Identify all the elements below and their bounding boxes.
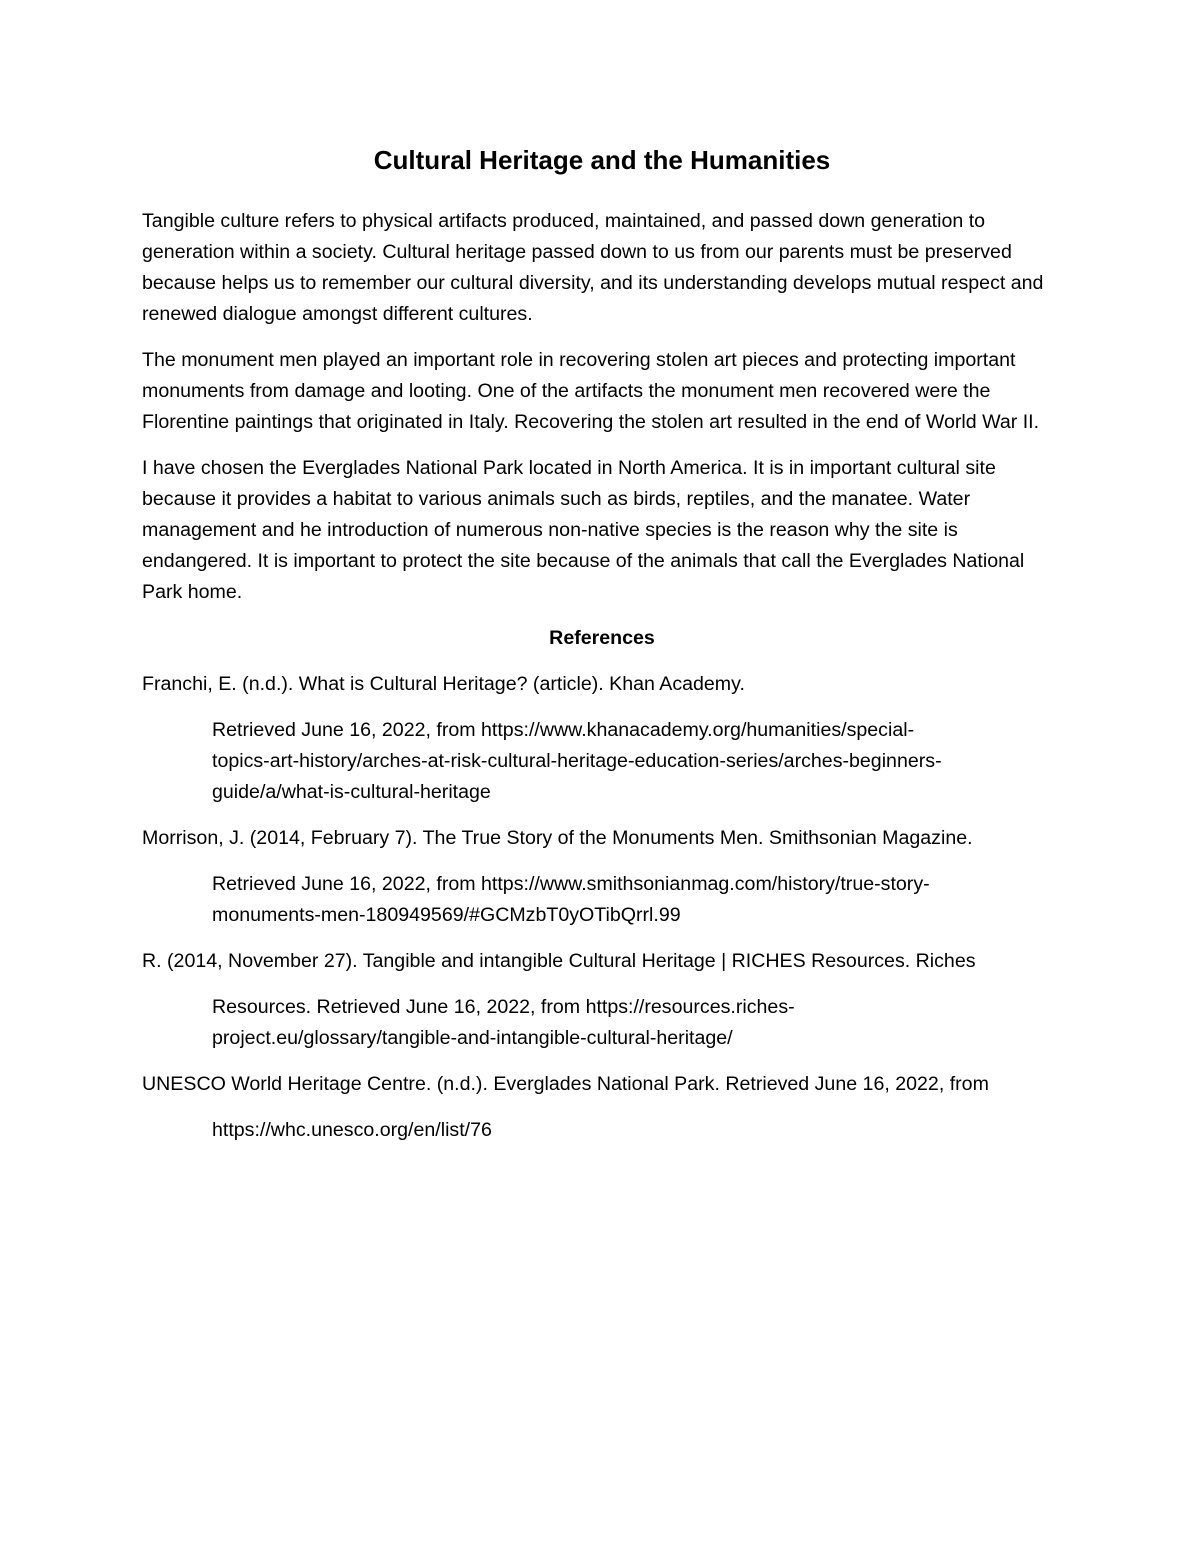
reference-continuation [212,869,1062,931]
body-paragraph: Tangible culture refers to physical artifacts produced, maintained, and passed down generation to generation within a society. Cultural heritage passed down to us from our parents must be preserved because helps us to remember our cultural diversity, and its understanding develops mutual respect and renewed dialogue amongst different cultures. [142,210,1044,325]
reference-line: Retrieved June 16, 2022, from https://www.smithsonianmag.com/history/true-story- [212,873,930,895]
reference-entry [142,1069,1062,1146]
reference-line: topics-art-history/arches-at-risk-cultural-heritage-education-series/arches-beginners- [212,750,942,772]
reference-citation: Franchi, E. (n.d.). What is Cultural Heritage? (article). Khan Academy. [142,673,745,695]
document-page [142,140,1062,1161]
reference-continuation [212,992,1062,1054]
reference-citation: UNESCO World Heritage Centre. (n.d.). Everglades National Park. Retrieved June 16, 2022, from [142,1073,989,1095]
reference-continuation [212,715,1062,808]
body-paragraph: The monument men played an important role in recovering stolen art pieces and protecting important monuments from damage and looting. One of the artifacts the monument men recovered were the Florentine paintings that originated in Italy. Recovering the stolen art resulted in the end of World War II. [142,349,1040,433]
reference-citation: R. (2014, November 27). Tangible and intangible Cultural Heritage | RICHES Resources. Riches [142,950,976,972]
reference-entry [142,823,1062,931]
reference-line: Retrieved June 16, 2022, from https://www.khanacademy.org/humanities/special- [212,719,915,741]
reference-line: https://whc.unesco.org/en/list/76 [212,1119,492,1141]
reference-entry [142,946,1062,1054]
reference-line: Resources. Retrieved June 16, 2022, from https://resources.riches- [212,996,795,1018]
document-title: Cultural Heritage and the Humanities [373,145,831,175]
reference-entry [142,669,1062,808]
reference-continuation [212,1115,1062,1146]
reference-line: monuments-men-180949569/#GCMzbT0yOTibQrrl.99 [212,904,681,926]
references-heading: References [549,627,655,649]
reference-citation: Morrison, J. (2014, February 7). The True Story of the Monuments Men. Smithsonian Magazine. [142,827,973,849]
reference-line: project.eu/glossary/tangible-and-intangible-cultural-heritage/ [212,1027,733,1049]
reference-line: guide/a/what-is-cultural-heritage [212,781,491,803]
body-paragraph: I have chosen the Everglades National Park located in North America. It is in important cultural site because it provides a habitat to various animals such as birds, reptiles, and the manatee. Water management and he introduction of numerous non-native species is the reason why the site is endangered. It is important to protect the site because of the animals that call the Everglades National Park home. [142,457,1025,603]
